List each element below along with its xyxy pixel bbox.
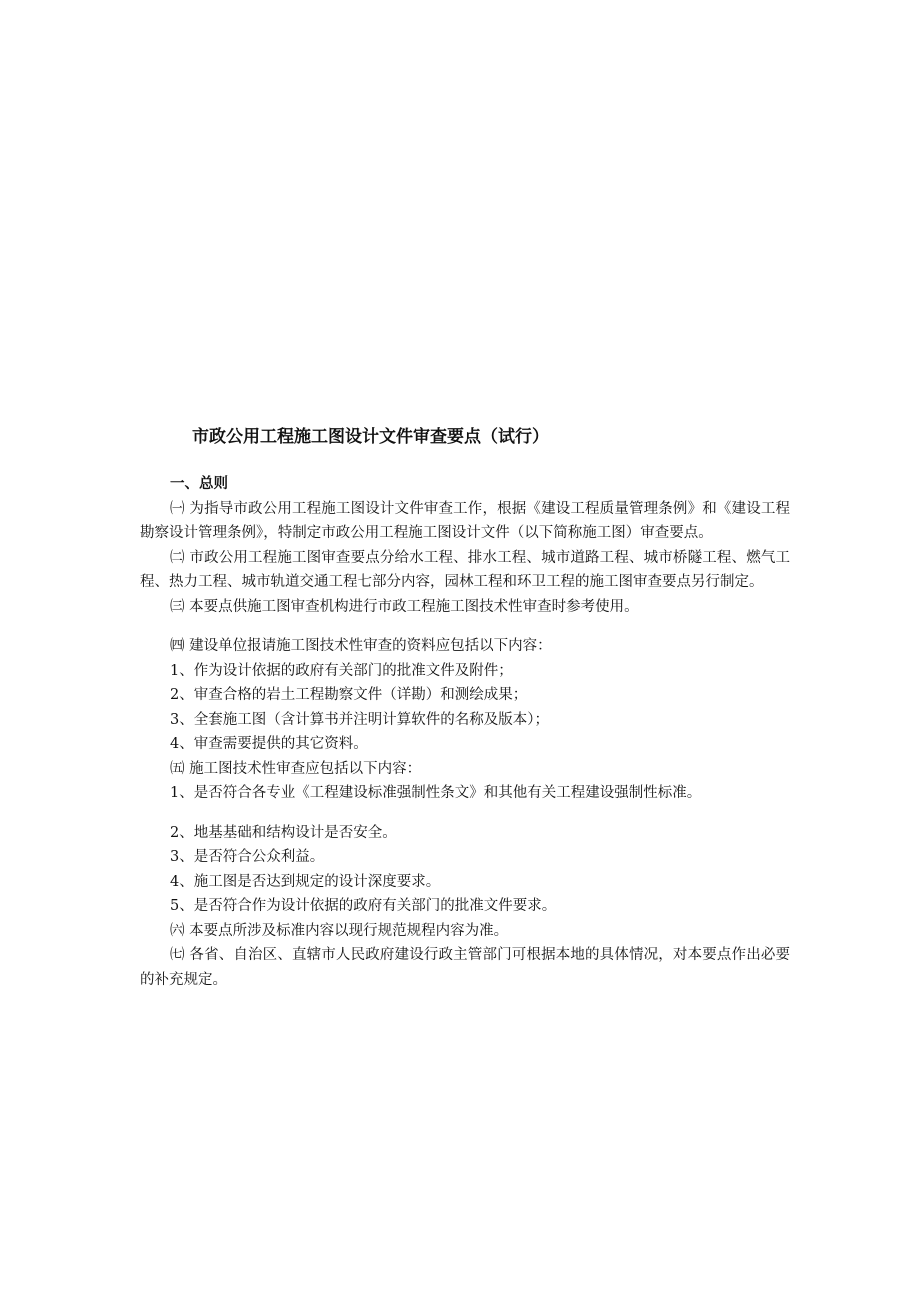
list-item: 5、是否符合作为设计依据的政府有关部门的批准文件要求。 xyxy=(170,898,557,914)
paragraph-7: ㈦ 各省、自治区、直辖市人民政府建设行政主管部门可根据本地的具体情况，对本要点作出必要的补充规定。 xyxy=(140,947,790,988)
paragraph-6: ㈥ 本要点所涉及标准内容以现行规范规程内容为准。 xyxy=(170,922,509,939)
list-item: 3、全套施工图（含计算书并注明计算软件的名称及版本）； xyxy=(170,711,549,728)
list-item: 1、是否符合各专业《工程建设标准强制性条文》和其他有关工程建设强制性标准。 xyxy=(170,785,702,801)
list-item: 2、地基基础和结构设计是否安全。 xyxy=(170,824,397,841)
list-item: 3、是否符合公众利益。 xyxy=(170,849,325,865)
paragraph-gap xyxy=(140,806,790,821)
paragraph-3: ㈢ 本要点供施工图审查机构进行市政工程施工图技术性审查时参考使用。 xyxy=(170,598,639,615)
paragraph-gap xyxy=(140,619,790,634)
list-item: 1、作为设计依据的政府有关部门的批准文件及附件； xyxy=(170,662,513,679)
list-item: 4、施工图是否达到规定的设计深度要求。 xyxy=(170,873,441,890)
document-body xyxy=(140,472,790,992)
paragraph-4-intro: ㈣ 建设单位报请施工图技术性审查的资料应包括以下内容： xyxy=(170,638,552,654)
list-item: 4、审查需要提供的其它资料。 xyxy=(170,736,368,752)
paragraph-2: ㈡ 市政公用工程施工图审查要点分给水工程、排水工程、城市道路工程、城市桥隧工程、燃气工程、热力工程、城市轨道交通工程七部分内容，园林工程和环卫工程的施工图审查要点另行制定。 xyxy=(140,549,790,590)
document-title: 市政公用工程施工图设计文件审查要点（试行） xyxy=(192,427,549,447)
list-item: 2、审查合格的岩土工程勘察文件（详勘）和测绘成果； xyxy=(170,687,528,703)
paragraph-1: ㈠ 为指导市政公用工程施工图设计文件审查工作，根据《建设工程质量管理条例》和《建设工程勘察设计管理条例》，特制定市政公用工程施工图设计文件（以下简称施工图）审查要点。 xyxy=(140,500,790,541)
paragraph-5-intro: ㈤ 施工图技术性审查应包括以下内容： xyxy=(170,760,422,777)
section-heading: 一、总则 xyxy=(170,476,228,492)
